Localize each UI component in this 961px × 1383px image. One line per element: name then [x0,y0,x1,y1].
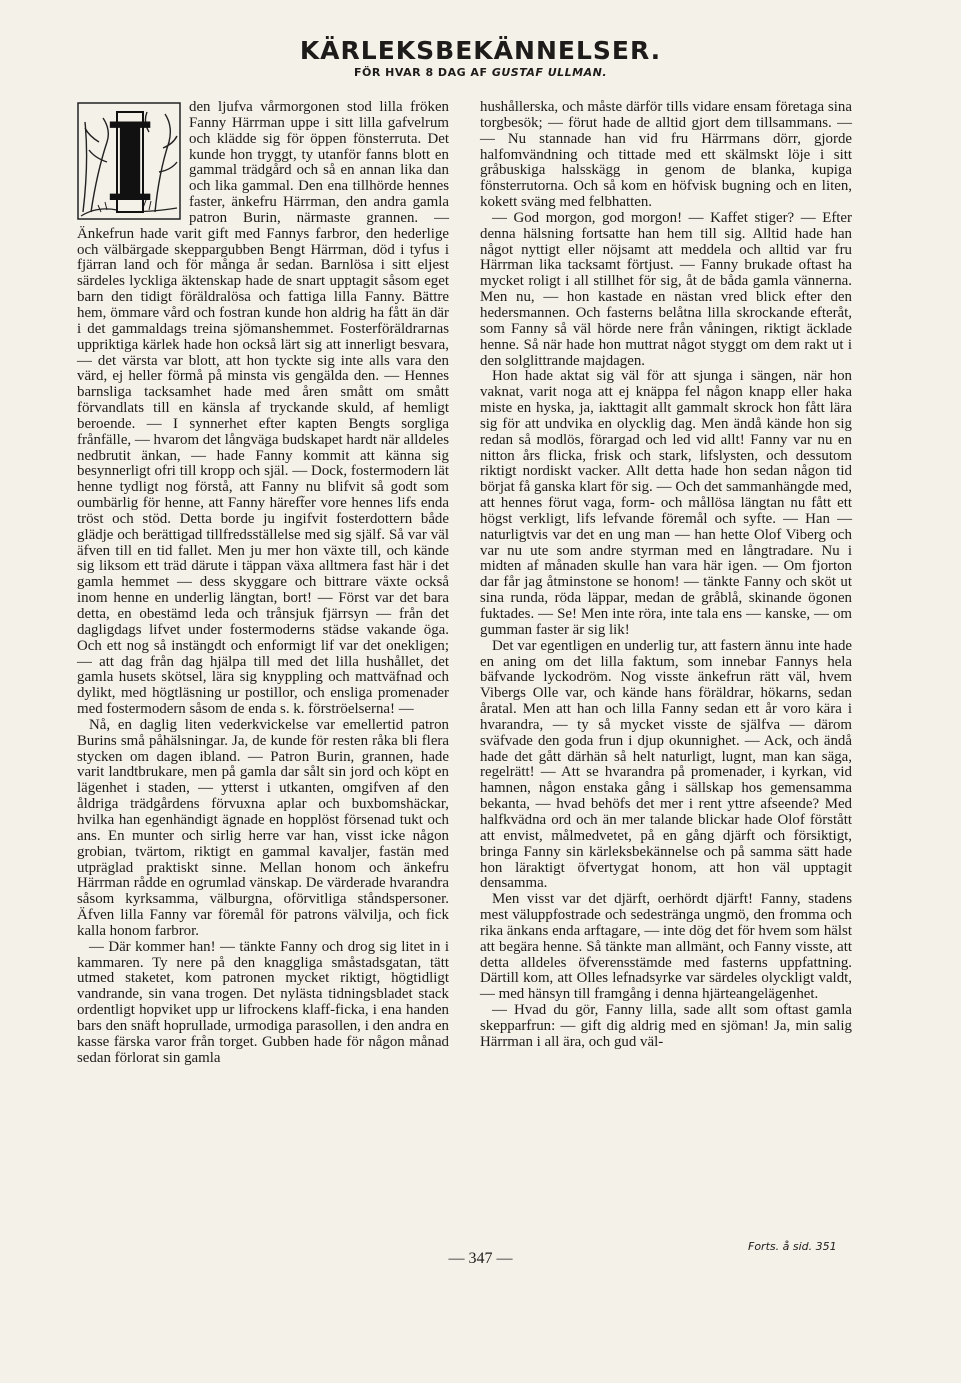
left-column [77,100,449,1066]
byline-author: GUSTAF ULLMAN. [491,66,607,79]
article-byline [0,66,961,79]
dropcap-letter: I [104,102,156,220]
byline-prefix: FÖR HVAR 8 DAG AF [354,66,488,79]
right-column [480,100,852,1051]
paragraph: den ljufva vårmorgonen stod lilla fröken Fanny Härrman uppe i sitt lilla gafvelrum och klädde sig för öppen fönsterruta. Det kunde hon tryggt, ty utanför fanns blott en gammal trädgård och så en annan lika dan och lika gammal. Den ena tillhörde hennes faster, änkefru Härrman, den andra gamla patron Burin, närmaste grannen. — Änkefrun hade varit gift med Fannys farbror, den hederlige och välbärgade skeppargubben Bengt Härrman, död i tyfus i fjärran land och för många år sedan. Barnlösa i sitt eljest särdeles lyckliga äktenskap hade de snart upptagit såsom eget barn den tidigt föräldralösa och fattiga lilla Fanny. Bättre hem, ömmare vård och fostran kunde hon aldrig ha fått än där i det gammaldags treina sjömanshemmet. Fosterföräldrarnas uppriktiga kärlek hade hon också lärt sig att innerligt besvara, — det värsta var blott, att hon tyckte sig inte alls vara den värd, ej heller förmå på minsta vis gengälda den. — Hennes barnsliga tacksamhet hade med åren smått om smått förvandlats till en känsla af tryckande skuld, af hemligt beroende. — I synnerhet efter kapten Bengts sorgliga frånfälle, — hvarom det långväga budskapet hardt när alldeles nedbrutit änkan, — hade Fanny kommit att känna sig besynnerligt ofri till kropp och själ. — Dock, fostermodern lät henne tydligt nog förstå, att Fanny nu blifvit så godt som oumbärlig för henne, att Fanny häreft̃er vore hennes lifs enda tröst och stöd. Detta borde ju ingifvit fosterdottern både glädje och berättigad tillfredsställelse med sig själf. Så var väl äfven till en tid fallet. Men ju mer hon växte till, och kände sig liksom ett träd därute i täppan växa alltmera fast här i det gamla hemmet — dess skyggare och bittrare växte också inom henne en underlig längtan, bort! — Först var det bara detta, en obestämd leda och trånsjuk fjärrsyn — från det dagligdags lifvet under fostermoderns städse vakande öga. Och ett nog så instängdt och enformigt lif var det onekligen; — att dag från dag hjälpa till med det lilla hushållet, det gamla husets skötsel, lära sig knyppling och mattväfnad och dylikt, med högtläsning ur postillor, och ensliga promenader med fostermodern såsom de enda s. k. förströelserna! — [77,99,449,718]
paragraph: Men visst var det djärft, oerhördt djärft! Fanny, stadens mest väluppfostrade och sedestränga ungmö, den fromma och rika änkans enda arftagare, — inte dög det för hvem som hälst att begära henne. Så tänkte man allmänt, och Fanny visste, att detta alldeles öfverensstämde med fasterns uppfattning. Därtill kom, att Olles lefnadsyrke var särdeles olyckligt valdt, — med hänsyn till framgång i denna hjärteangelägenhet. [480,891,852,1003]
page-number: — 347 — [448,1250,513,1267]
paragraph: — Hvad du gör, Fanny lilla, sade allt som oftast gamla skepparfrun: — gift dig aldrig med en sjöman! Ja, min salig Härrman i all ära, och gud väl- [480,1002,852,1050]
paragraph: Det var egentligen en underlig tur, att fastern ännu inte hade en aning om det lilla faktum, som innebar Fannys hela bäfvande lyckodröm. Nog visste änkefrun rätt väl, hvem Vibergs Olle var, och kände hans föräldrar, hökarns, sedan åratal. Men att han och lilla Fanny sedan ett år voro kära i hvarandra, — ty så mycket visste de själfva — därom sväfvade den goda frun i djup okunnighet. — Ack, och ändå hade det gått därhän så helt naturligt, lugnt, man kan säga, regelrätt! — Att se hvarandra på promenader, i kyrkan, vid hamnen, någon enstaka gång i sällskap hos gemensamma bekanta, — hvad behöfs det mer i rent yttre afseende? Med halfkvädna ord och än mer talande blickar hade Olof förstått att envist, målmedvetet, på en gång djärft och försiktigt, bringa Fanny sin kärleksbekännelse och på samma sätt hade hon läraktigt öfvertygat honom, att hon väl upptagit densamma. [480,637,852,892]
article-title: KÄRLEKSBEKÄNNELSER. [299,36,662,65]
paragraph: — Där kommer han! — tänkte Fanny och drog sig litet in i kammaren. Ty nere på den knaggliga småstadsgatan, tätt utmed staketet, kom patronen mycket riktigt, högtidligt vandrande, sin vana trogen. Det nylästa tidningsbladet stack ordentligt hopviket upp ur lifrockens klaff-ficka, i ena handen bars den snäft hoprullade, urmodiga parasollen, i den andra en kasse färska varor från torget. Gubben hade för någon månad sedan förlorat sin gamla [77,938,449,1066]
dropcap-illustration [77,102,181,220]
paragraph: hushållerska, och måste därför tills vidare ensam företaga sina torgbesök; — förut hade de alltid gjort dem tillsammans. — — Nu stannade han vid fru Härrmans dörr, gjorde halfomvändning och tittade med ett skälmskt löje i sitt gråbuskiga halsskägg in genom de blanka, kupiga fönsterrutorna. Och så kom en höfvisk bugning och en liten, kokett sväng med felbhatten. [480,99,852,211]
continuation-note: Forts. å sid. 351 [748,1240,837,1253]
paragraph: Nå, en daglig liten vederkvickelse var emellertid patron Burins små påhälsningar. Ja, de kunde för resten råka bli flera stycken om dagen ibland. — Patron Burin, grannen, hade varit landtbrukare, men på gamla dar sålt sin jord och köpt en lägenhet i staden, — ytterst i utkanten, omgifven af den åldriga trädgårdens förvuxna aplar och buxbomshäckar, hvilka han egenhändigt ägnade en hopplöst försenad tukt och ans. En munter och sirlig herre var han, visst icke någon grobian, tvärtom, riktigt en gammal kavaljer, fastän med utpräglad praktiskt sinne. Mellan honom och änkefru Härrman rådde en ogrumlad vänskap. De värderade hvarandra såsom kyrksamma, välburgna, oförvitliga ståndspersoner. Äfven lilla Fanny var föremål för patrons välvilja, och fick kalla honom farbror. [77,716,449,939]
paragraph: — God morgon, god morgon! — Kaffet stiger? — Efter denna hälsning fortsatte han hem till sig. Alltid hade han något nyttigt eller nöjsamt att meddela och alltid var fru Härrman lika tacksamt förtjust. — Fanny brukade oftast ha mycket roligt i all stillhet för sig, åt de båda gamla vännerna. Men nu, — hon kastade en nästan vred blick efter den hedersmannen. Och fasterns belåtna lilla skrockande efteråt, som Fanny så väl hörde nere från våningen, riktigt äcklade henne. Så när hade hon muttrat något styggt om dem rakt ut i den solglittrande majdagen. [480,209,852,369]
paragraph: Hon hade aktat sig väl för att sjunga i sängen, när hon vaknat, varit noga att ej knäppa fel någon knapp eller haka miste en hyska, ja, iakttagit allt gammalt skrock hon fått lära sig för att undvika en olycklig dag. Men ändå kände hon sig redan så modlös, förargad och led vid allt! Fanny var nu en nitton års flicka, frisk och stark, lifslysten, och dessutom riktigt nordiskt vacker. Allt detta hade hon sedan någon tid börjat få ganska klart för sig. — Och det sammanhängde med, att hennes förut vaga, form- och mållösa längtan nu fått ett högst verkligt, lifs lefvande föremål och syfte. — Han — naturligtvis var det en ung man — han hette Olof Viberg och var nu ute som andre styrman med en långtradare. Nu i midten af månaden skulle han vara här igen. — Om fjorton dar får jag åtminstone se honom! — tänkte Fanny och sköt ut sina runda, röda läppar, medan de gråblå, skinande ögonen fuktades. — Se! Men inte röra, inte tala ens — kanske, — om gumman faster är sig lik! [480,368,852,638]
